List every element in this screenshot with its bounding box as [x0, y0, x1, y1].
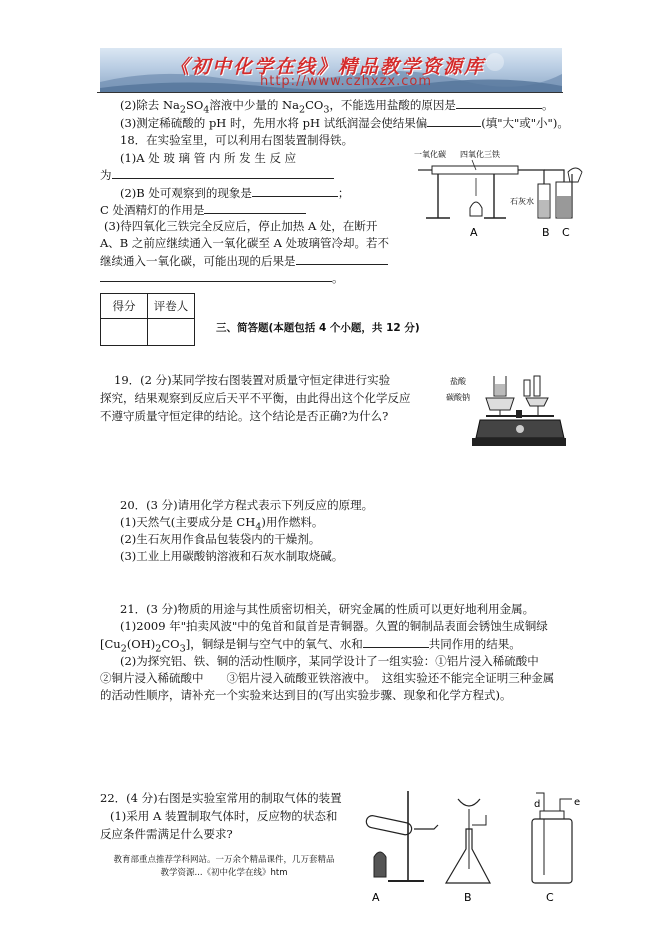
- footer-line-1: 教育部重点推荐学科网站。一万余个精品课件，几万套精品: [113, 855, 335, 865]
- figure22-label-d: d: [534, 799, 541, 810]
- q18-answer-blank-3[interactable]: [204, 201, 306, 214]
- q18-part2-a: (2)B 处可观察到的现象是 ；: [120, 186, 350, 200]
- q22-part1-a: (1)采用 A 装置制取气体时，反应物的状态和: [110, 809, 338, 823]
- score-header-grader: 评卷人: [148, 294, 195, 319]
- label-a: A: [470, 226, 478, 239]
- banner-url[interactable]: http://www.czhxzx.com: [260, 74, 432, 89]
- banner-title: 《初中化学在线》精品教学资源库: [170, 56, 486, 78]
- score-cell-grader[interactable]: [148, 319, 195, 346]
- header-divider: [97, 92, 563, 93]
- q18-part3-a: (3)待四氧化三铁完全反应后，停止加热 A 处，在断开: [104, 219, 378, 233]
- q20-item2: (2)生石灰用作食品包装袋内的干燥剂。: [120, 532, 321, 546]
- q17-answer-blank-2[interactable]: [456, 96, 542, 109]
- label-limewater: 石灰水: [510, 197, 534, 206]
- q21-stem: 21．(3 分)物质的用途与其性质密切相关，研究金属的性质可以更好地利用金属。: [120, 602, 535, 616]
- header-banner: [100, 48, 562, 92]
- label-hydrochloric-acid: 盐酸: [450, 377, 466, 386]
- q18-part1-b: 为: [100, 166, 334, 183]
- label-co: 一氧化碳: [414, 150, 446, 159]
- q21-part2-c: 的活动性顺序，请补充一个实验来达到目的(写出实验步骤、现象和化学方程式)。: [100, 688, 512, 702]
- q21-part1-b: $[Cu_2(OH)_2CO_3]$，铜绿是铜与空气中的氧气、水和 共同作用的结果。: [100, 637, 521, 655]
- q17-part2: (2)除去 $Na_2SO_4$溶液中少量的 $Na_2CO_3$，不能选用盐酸的原因是 。: [120, 98, 554, 116]
- q18-part3-c: 继续通入一氧化碳，可能出现的后果是: [100, 252, 388, 269]
- q18-answer-blank-1[interactable]: [112, 166, 334, 179]
- q19-line2: 探究，结果观察到反应后天平不平衡，由此得出这个化学反应: [100, 391, 411, 405]
- q18-answer-blank-2[interactable]: [252, 184, 338, 197]
- q18-answer-blank-5[interactable]: [100, 269, 332, 282]
- figure-19-balance: [446, 370, 566, 452]
- q19-line3: 不遵守质量守恒定律的结论。这个结论是否正确?为什么?: [100, 409, 389, 423]
- figure-18-apparatus: [412, 144, 590, 242]
- q22-stem: 22．(4 分)右图是实验室常用的制取气体的装置: [100, 791, 342, 805]
- q22-part1-b: 反应条件需满足什么要求?: [100, 827, 233, 841]
- label-sodium-carbonate: 碳酸钠: [446, 393, 470, 402]
- q18-part1-a: (1)A 处 玻 璃 管 内 所 发 生 反 应: [120, 151, 297, 165]
- q17-answer-blank-3[interactable]: [427, 114, 481, 127]
- figure22-label-b: B: [464, 891, 472, 904]
- footer-note: [93, 854, 355, 880]
- q21-part2-a: (2)为探究铝、铁、铜的活动性顺序，某同学设计了一组实验：①铝片浸入稀硫酸中: [120, 654, 539, 668]
- q20-stem: 20．(3 分)请用化学方程式表示下列反应的原理。: [120, 498, 374, 512]
- q18-answer-blank-4[interactable]: [296, 252, 388, 265]
- figure22-label-e: e: [574, 797, 581, 808]
- label-fe3o4: 四氧化三铁: [460, 150, 500, 159]
- score-cell-points[interactable]: [101, 319, 148, 346]
- footer-line-2[interactable]: 教学资源...《初中化学在线》htm: [160, 868, 288, 878]
- score-header-points: 得分: [101, 294, 148, 319]
- section-3-title: 三、简答题(本题包括 4 个小题，共 12 分): [216, 322, 420, 334]
- q17-part3: (3)测定稀硫酸的 pH 时，先用水将 pH 试纸润湿会使结果偏 (填"大"或"小")。: [120, 116, 569, 130]
- q18-part3-d: 。: [100, 269, 344, 286]
- q21-part2-b: ②铜片浸入稀硫酸中 ③铝片浸入硫酸亚铁溶液中。 这组实验还不能完全证明三种金属: [100, 671, 555, 685]
- figure22-label-a: A: [372, 891, 380, 904]
- q19-line1: 19．(2 分)某同学按右图装置对质量守恒定律进行实验: [114, 373, 391, 387]
- figure-22-apparatus: [358, 785, 588, 909]
- q18-part2-b: C 处酒精灯的作用是: [100, 201, 306, 218]
- q21-answer-blank-1[interactable]: [363, 635, 429, 648]
- q18-stem: 18．在实验室里，可以利用右图装置制得铁。: [120, 133, 354, 147]
- q18-part3-b: A、B 之前应继续通入一氧化碳至 A 处玻璃管冷却。若不: [100, 236, 390, 250]
- q20-item3: (3)工业上用碳酸钠溶液和石灰水制取烧碱。: [120, 549, 344, 563]
- label-b: B: [542, 226, 550, 239]
- figure22-label-c: C: [546, 891, 554, 904]
- q21-part1-a: (1)2009 年"拍卖风波"中的兔首和鼠首是青铜器。久置的铜制品表面会锈蚀生成铜绿: [120, 619, 548, 633]
- score-table: [100, 293, 195, 346]
- label-c: C: [562, 226, 570, 239]
- q20-item1: (1)天然气(主要成分是 $CH_4$)用作燃料。: [120, 515, 324, 533]
